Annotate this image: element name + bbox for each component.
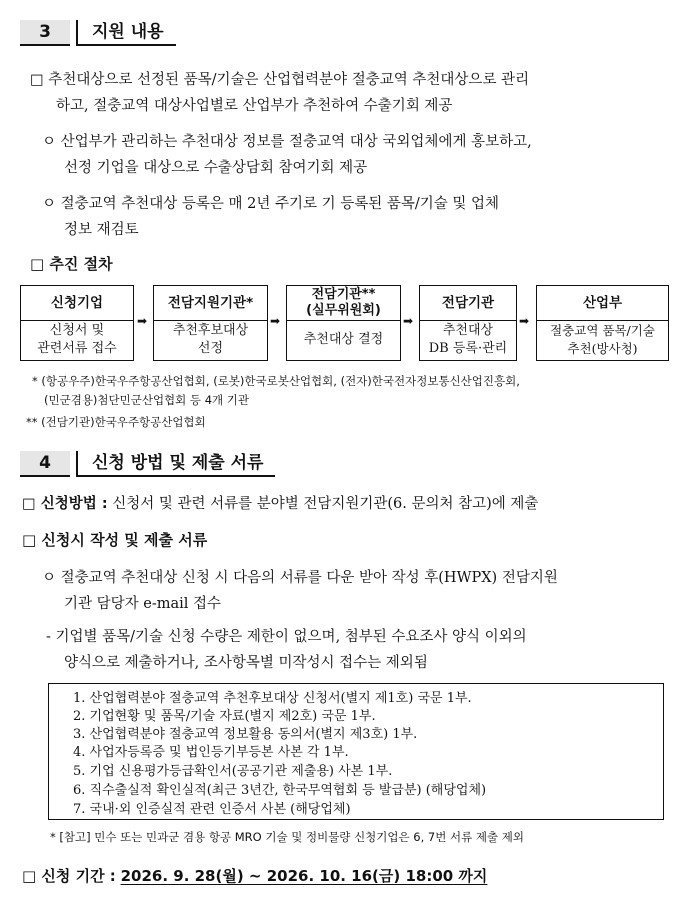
flow-step-head: 산업부 bbox=[537, 286, 668, 321]
docs-heading: □ 신청시 작성 및 제출 서류 bbox=[22, 531, 208, 549]
section-number: 4 bbox=[20, 451, 70, 477]
sub-bullet-text: 선정 기업을 대상으로 수출상담회 참여기회 제공 bbox=[64, 160, 368, 176]
document-item: 3. 산업협력분야 절충교역 정보활용 동의서(별지 제3호) 1부. bbox=[73, 727, 418, 742]
flow-step-body: 신청서 및 관련서류 접수 bbox=[37, 323, 117, 356]
sub-bullet-text: ㅇ 절충교역 추천대상 등록은 매 2년 주기로 기 등록된 품목/기술 및 업체 bbox=[42, 196, 500, 212]
period-label: □ 신청 기간 : bbox=[22, 867, 116, 885]
document-item: 6. 직수출실적 확인실적(최근 3년간, 한국무역협회 등 발급분) (해당업체) bbox=[73, 783, 487, 798]
reference-note: * [참고] 민수 또는 민과군 겸용 항공 MRO 기술 및 정비물량 신청기업은 6, 7번 서류 제출 제외 bbox=[50, 830, 524, 844]
arrow-icon: ➡ bbox=[403, 314, 414, 328]
dash-text: - 기업별 품목/기술 신청 수량은 제한이 없으며, 첨부된 수요조사 양식 이외의 bbox=[46, 629, 527, 645]
section-title: 신청 방법 및 제출 서류 bbox=[78, 451, 275, 477]
flow-step-1 bbox=[20, 285, 134, 361]
bullet-text: □ 추천대상으로 선정된 품목/기술은 산업협력분야 절충교역 추천대상으로 관리 bbox=[30, 72, 530, 88]
flow-step-head: 전담기관** (실무위원회) bbox=[287, 286, 400, 321]
flow-step-body: 추천대상 DB 등록·관리 bbox=[428, 323, 508, 356]
period-value: 2026. 9. 28(월) ~ 2026. 10. 16(금) 18:00 까지 bbox=[120, 867, 488, 885]
footnote: ** (전담기관)한국우주항공산업협회 bbox=[26, 415, 206, 429]
flow-step-3 bbox=[286, 285, 401, 361]
document-item: 7. 국내·외 인증실적 관련 인증서 사본 (해당업체) bbox=[73, 802, 351, 817]
flow-step-4 bbox=[419, 285, 517, 361]
section-number: 3 bbox=[20, 20, 70, 46]
flow-step-body: 절충교역 품목/기술 추천(방사청) bbox=[550, 323, 655, 356]
flow-step-head: 전담기관 bbox=[420, 286, 516, 321]
document-list-box bbox=[48, 683, 664, 820]
document-item: 5. 기업 신용평가등급확인서(공공기관 제출용) 사본 1부. bbox=[73, 764, 393, 779]
document-item: 1. 산업협력분야 절충교역 추천후보대상 신청서(별지 제1호) 국문 1부. bbox=[73, 691, 472, 706]
flow-step-body: 추천후보대상 선정 bbox=[172, 323, 249, 356]
method-label: □ 신청방법 : bbox=[22, 496, 108, 512]
sub-bullet-text: ㅇ 산업부가 관리하는 추천대상 정보를 절충교역 대상 국외업체에게 홍보하고, bbox=[42, 134, 532, 150]
period-line bbox=[22, 866, 487, 886]
sub-bullet-text: 정보 재검토 bbox=[64, 222, 139, 238]
arrow-icon: ➡ bbox=[137, 314, 148, 328]
procedure-heading: □ 추진 절차 bbox=[30, 255, 113, 273]
arrow-icon: ➡ bbox=[519, 314, 530, 328]
footnote: (민군겸용)첨단민군산업협회 등 4개 기관 bbox=[44, 393, 249, 407]
method-line bbox=[22, 494, 538, 514]
flow-step-head: 신청기업 bbox=[21, 286, 133, 321]
flow-step-head: 전담지원기관* bbox=[154, 286, 267, 321]
arrow-icon: ➡ bbox=[270, 314, 281, 328]
flow-step-body: 추천대상 결정 bbox=[303, 332, 384, 347]
method-text: 신청서 및 관련 서류를 분야별 전담지원기관(6. 문의처 참고)에 제출 bbox=[112, 496, 539, 512]
flow-step-5 bbox=[536, 285, 669, 361]
section-title: 지원 내용 bbox=[78, 20, 176, 46]
sub-bullet-text: 기관 담당자 e-mail 접수 bbox=[64, 596, 222, 612]
flow-step-2 bbox=[153, 285, 268, 361]
document-item: 2. 기업현황 및 품목/기술 자료(별지 제2호) 국문 1부. bbox=[73, 709, 376, 724]
sub-bullet-text: ㅇ 절충교역 추천대상 신청 시 다음의 서류를 다운 받아 작성 후(HWPX) 전담지원 bbox=[42, 570, 558, 586]
dash-text: 양식으로 제출하거나, 조사항목별 미작성시 접수는 제외됨 bbox=[64, 655, 428, 671]
bullet-text: 하고, 절충교역 대상사업별로 산업부가 추천하여 수출기회 제공 bbox=[56, 98, 453, 114]
footnote: * (항공우주)한국우주항공산업협회, (로봇)한국로봇산업협회, (전자)한국전자정보통신산업진흥회, bbox=[32, 374, 520, 388]
document-item: 4. 사업자등록증 및 법인등기부등본 사본 각 1부. bbox=[73, 745, 349, 760]
